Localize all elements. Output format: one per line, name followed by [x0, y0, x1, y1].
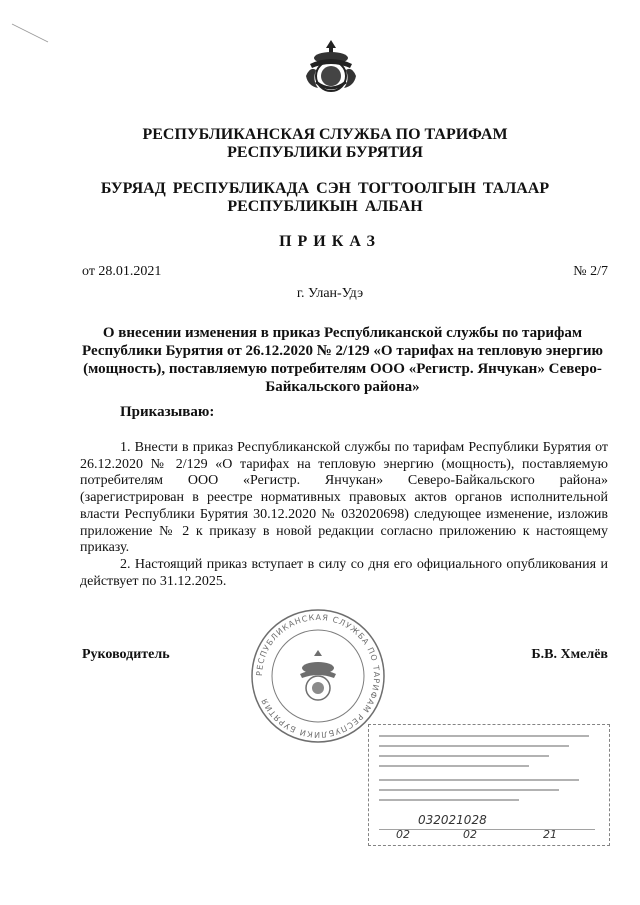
- seal-text: РЕСПУБЛИКАНСКАЯ СЛУЖБА ПО ТАРИФАМ РЕСПУБЛИКИ БУРЯТИЯ: [254, 612, 382, 740]
- document-type: ПРИКАЗ: [279, 233, 381, 250]
- document-number: № 2/7: [573, 264, 608, 279]
- document-subject: О внесении изменения в приказ Республиканской службы по тарифам Республики Бурятия от 26.12.2020 № 2/129 «О тарифах на тепловую энергию (мощность), поставляемую потребителям ООО «Регистр. Янчукан» Северо-Байкальского района»: [82, 325, 603, 395]
- signer-role: Руководитель: [82, 647, 170, 662]
- coat-of-arms-icon: [300, 36, 362, 98]
- corner-scribble: [10, 20, 50, 44]
- registration-day: 02: [396, 828, 410, 841]
- agency-title-russian: РЕСПУБЛИКАНСКАЯ СЛУЖБА ПО ТАРИФАМ РЕСПУБЛИКИ БУРЯТИЯ: [142, 126, 508, 161]
- document-body: [80, 440, 608, 590]
- agency-title-buryat: БУРЯАД РЕСПУБЛИКАДА СЭН ТОГТООЛГЫН ТАЛААР РЕСПУБЛИКЫН АЛБАН: [100, 180, 550, 215]
- body-paragraph: 1. Внести в приказ Республиканской службы по тарифам Республики Бурятия от 26.12.2020 № 2/129 «О тарифах на тепловую энергию (мощность), поставляемую потребителям ООО «Регистр. Янчукан» Северо-Байкальского района» (зарегистрирован в реестре нормативных правовых актов органов исполнительной власти Республики Бурятия 30.12.2020 № 032020698) следующее изменение, изложив приложение № 2 к приказу в новой редакции согласно приложению к настоящему приказу.: [80, 440, 608, 556]
- signer-name: Б.В. Хмелёв: [531, 647, 608, 662]
- registration-number: 032021028: [418, 813, 487, 827]
- order-heading: Приказываю:: [120, 404, 215, 420]
- official-seal-icon: [248, 606, 388, 746]
- registration-year: 21: [543, 828, 557, 841]
- document-city: г. Улан-Удэ: [296, 286, 364, 301]
- body-paragraph: 2. Настоящий приказ вступает в силу со дня его официального опубликования и действует по 31.12.2025.: [80, 556, 608, 589]
- document-date: от 28.01.2021: [82, 264, 162, 279]
- registration-month: 02: [463, 828, 477, 841]
